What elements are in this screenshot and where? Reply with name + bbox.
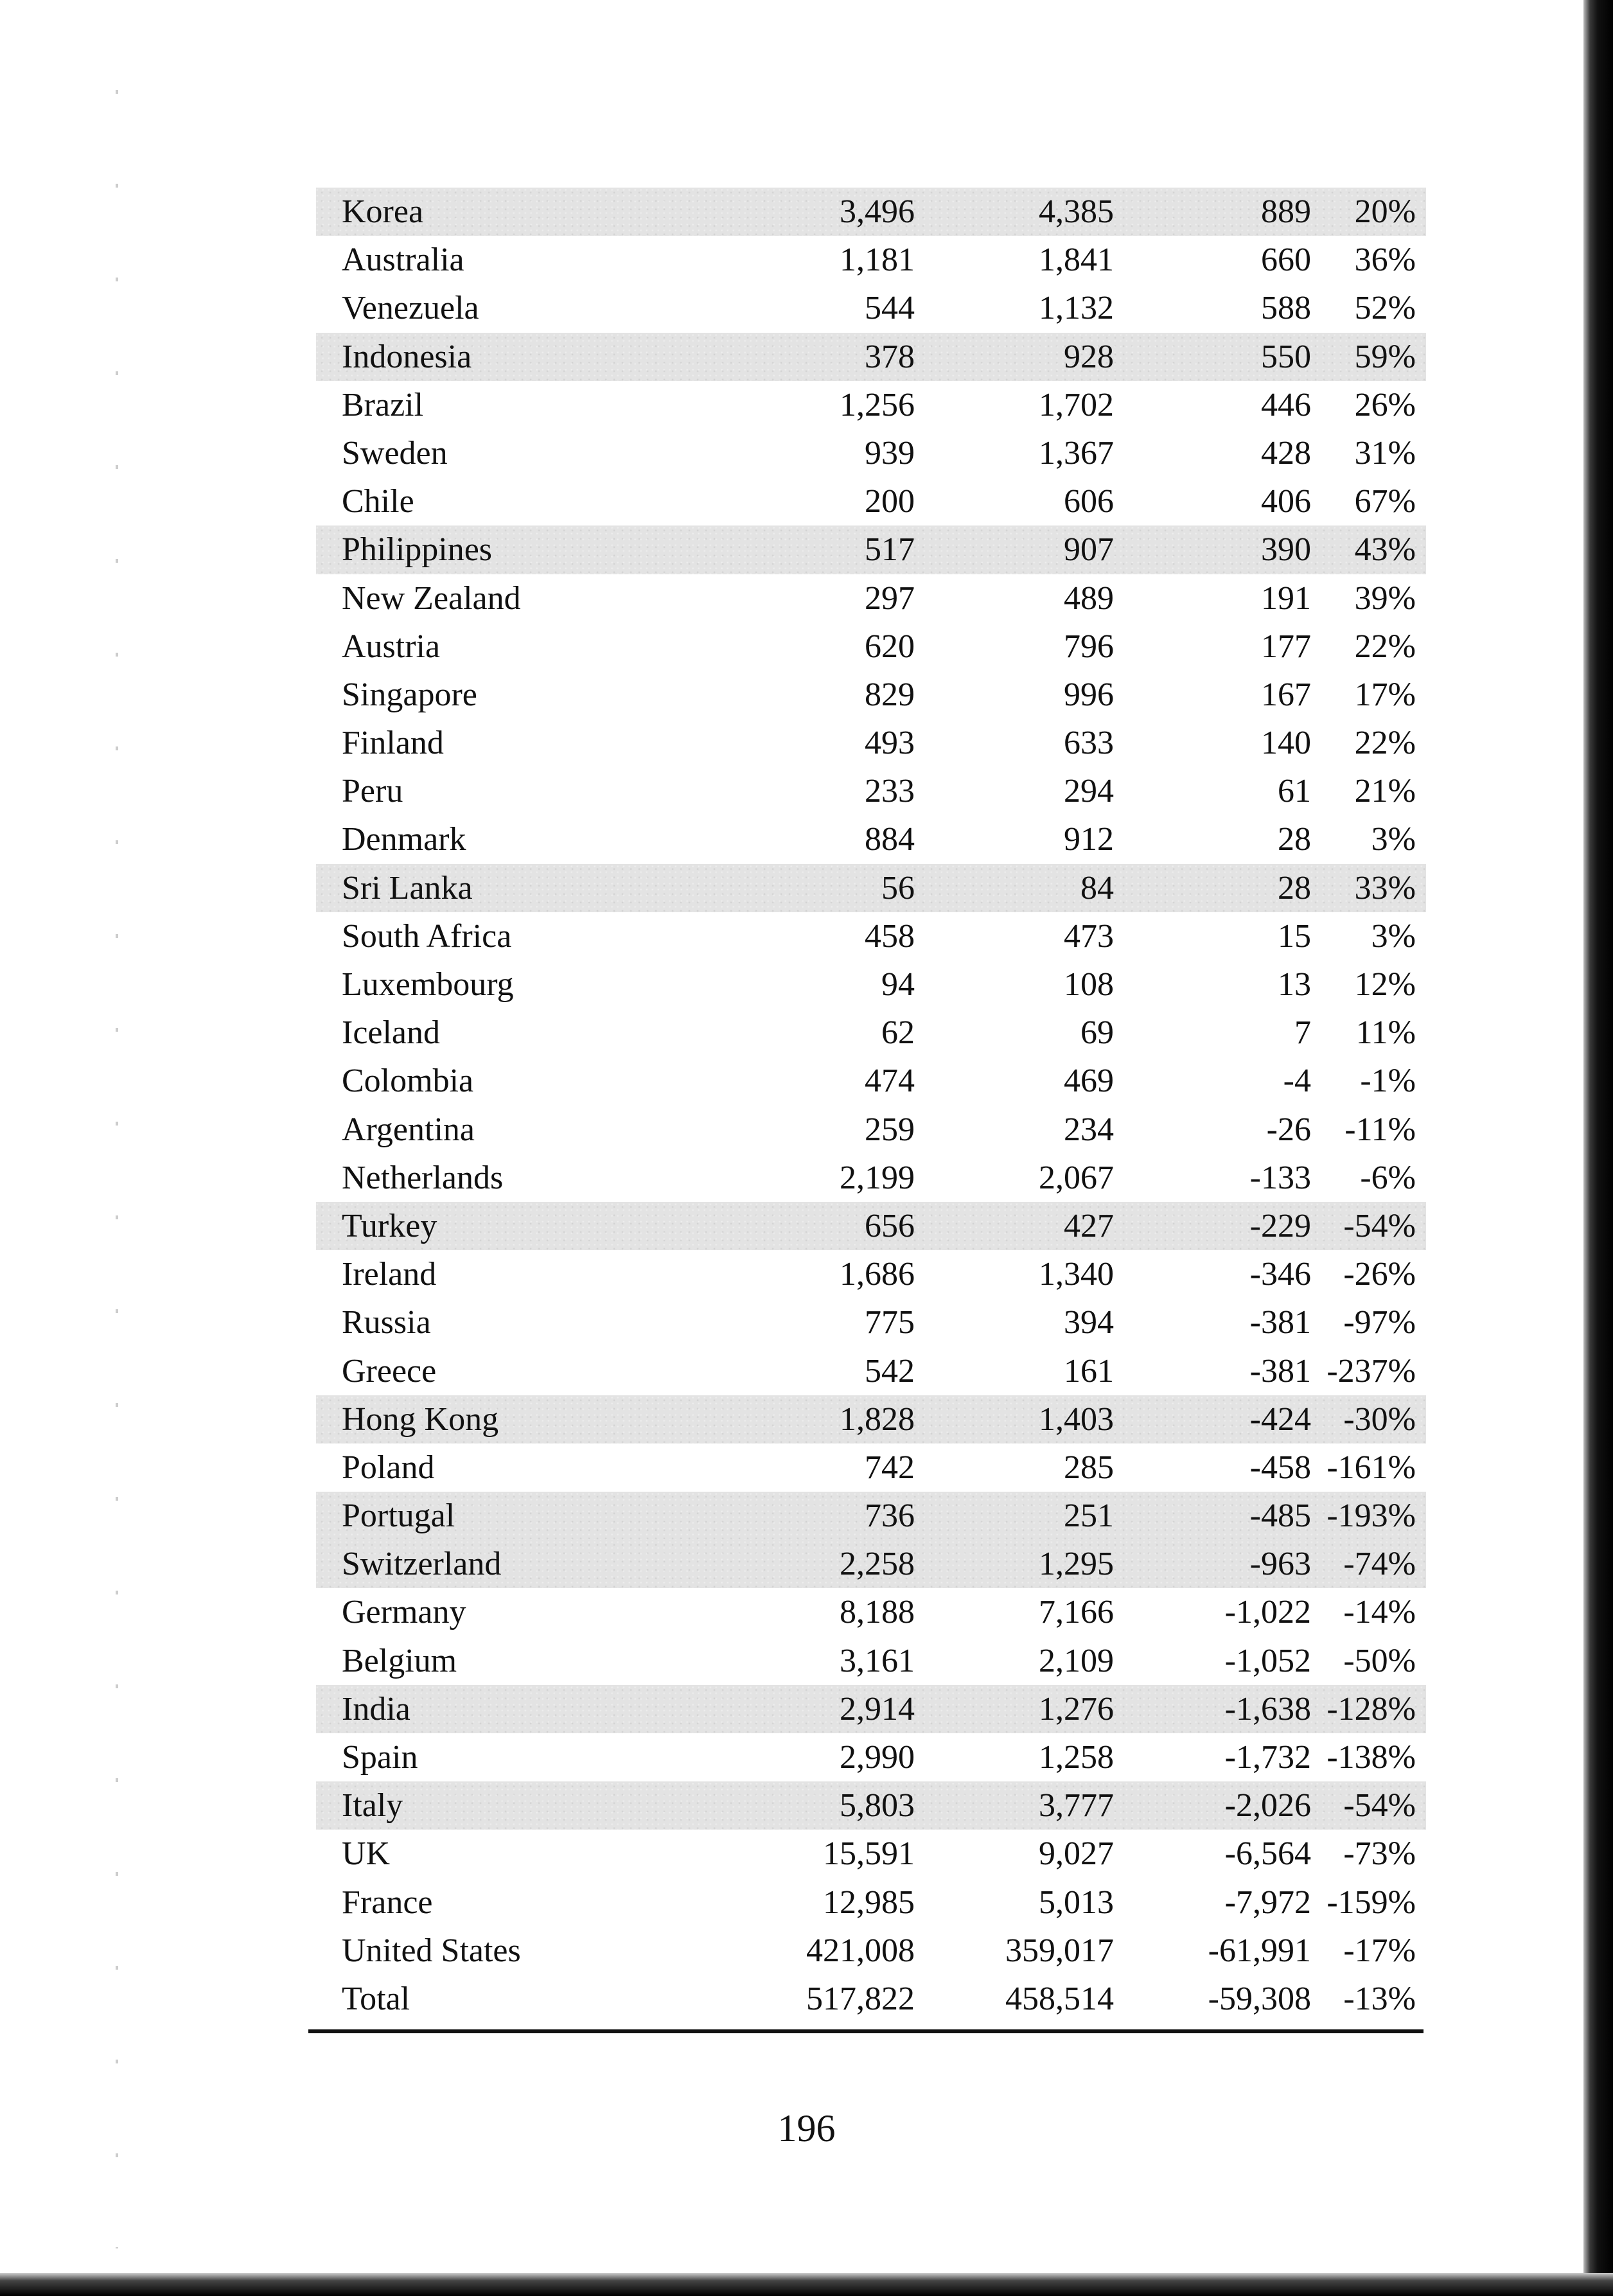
table-row xyxy=(316,960,1426,1009)
percent-cell: -6% xyxy=(1360,1159,1416,1196)
value-cell: 1,340 xyxy=(1039,1256,1114,1293)
percent-cell: 52% xyxy=(1354,290,1416,327)
country-cell: Spain xyxy=(342,1739,418,1776)
country-cell: France xyxy=(342,1884,433,1921)
value-cell: 294 xyxy=(1064,773,1114,810)
country-cell: Sri Lanka xyxy=(342,869,473,906)
value-cell: 1,258 xyxy=(1039,1739,1114,1776)
country-cell: UK xyxy=(342,1835,391,1873)
percent-cell: 17% xyxy=(1354,676,1416,713)
table-row xyxy=(316,864,1426,912)
value-cell: 84 xyxy=(1080,869,1114,906)
value-cell: 1,276 xyxy=(1039,1690,1114,1727)
table-row xyxy=(316,1733,1426,1781)
table-row xyxy=(316,1395,1426,1444)
percent-cell: -74% xyxy=(1343,1546,1416,1583)
value-cell: 421,008 xyxy=(806,1932,915,1969)
table-row xyxy=(316,1588,1426,1636)
country-cell: Iceland xyxy=(342,1014,441,1052)
scan-binding-edge-bottom xyxy=(0,2273,1613,2296)
change-cell: -458 xyxy=(1249,1449,1311,1486)
change-cell: -4 xyxy=(1283,1063,1311,1100)
change-cell: -1,022 xyxy=(1224,1594,1311,1631)
percent-cell: -128% xyxy=(1327,1690,1416,1727)
value-cell: 9,027 xyxy=(1039,1835,1114,1873)
percent-cell: -193% xyxy=(1327,1497,1416,1535)
value-cell: 285 xyxy=(1064,1449,1114,1486)
country-cell: Australia xyxy=(342,242,464,279)
country-cell: Austria xyxy=(342,628,441,665)
country-cell: Sweden xyxy=(342,434,448,472)
change-cell: 7 xyxy=(1294,1014,1311,1052)
value-cell: 2,914 xyxy=(840,1690,915,1727)
change-cell: 446 xyxy=(1261,386,1311,423)
percent-cell: -97% xyxy=(1343,1304,1416,1341)
country-cell: Venezuela xyxy=(342,290,479,327)
percent-cell: 59% xyxy=(1354,338,1416,375)
value-cell: 108 xyxy=(1064,966,1114,1003)
change-cell: 390 xyxy=(1261,531,1311,569)
value-cell: 473 xyxy=(1064,917,1114,955)
percent-cell: -161% xyxy=(1327,1449,1416,1486)
value-cell: 8,188 xyxy=(840,1594,915,1631)
value-cell: 796 xyxy=(1064,628,1114,665)
change-cell: 406 xyxy=(1261,483,1311,520)
value-cell: 2,199 xyxy=(840,1159,915,1196)
change-cell: -229 xyxy=(1249,1207,1311,1244)
percent-cell: 12% xyxy=(1354,966,1416,1003)
table-row xyxy=(316,767,1426,815)
country-cell: Finland xyxy=(342,725,444,762)
change-cell: -485 xyxy=(1249,1497,1311,1535)
value-cell: 427 xyxy=(1064,1207,1114,1244)
value-cell: 775 xyxy=(865,1304,915,1341)
value-cell: 493 xyxy=(865,725,915,762)
percent-cell: -1% xyxy=(1360,1063,1416,1100)
change-cell: 588 xyxy=(1261,290,1311,327)
country-cell: Singapore xyxy=(342,676,477,713)
percent-cell: 20% xyxy=(1354,193,1416,230)
value-cell: 517 xyxy=(865,531,915,569)
change-cell: -381 xyxy=(1249,1352,1311,1390)
country-cell: Greece xyxy=(342,1352,437,1390)
table-row xyxy=(316,1106,1426,1154)
percent-cell: -17% xyxy=(1343,1932,1416,1969)
change-cell: 15 xyxy=(1278,917,1311,955)
value-cell: 161 xyxy=(1064,1352,1114,1390)
value-cell: 606 xyxy=(1064,483,1114,520)
value-cell: 633 xyxy=(1064,725,1114,762)
percent-cell: -13% xyxy=(1343,1980,1416,2017)
percent-cell: -26% xyxy=(1343,1256,1416,1293)
country-cell: Germany xyxy=(342,1594,466,1631)
percent-cell: -30% xyxy=(1343,1400,1416,1438)
table-row xyxy=(316,1154,1426,1202)
value-cell: 1,295 xyxy=(1039,1546,1114,1583)
value-cell: 912 xyxy=(1064,821,1114,858)
table-row xyxy=(316,1444,1426,1492)
change-cell: -7,972 xyxy=(1224,1884,1311,1921)
country-cell: South Africa xyxy=(342,917,512,955)
value-cell: 489 xyxy=(1064,579,1114,617)
country-cell: Russia xyxy=(342,1304,431,1341)
table-row xyxy=(316,188,1426,236)
table-row xyxy=(316,429,1426,477)
value-cell: 69 xyxy=(1080,1014,1114,1052)
change-cell: -1,732 xyxy=(1224,1739,1311,1776)
value-cell: 2,109 xyxy=(1039,1642,1114,1679)
table-row xyxy=(316,1057,1426,1105)
change-cell: -59,308 xyxy=(1208,1980,1311,2017)
value-cell: 3,496 xyxy=(840,193,915,230)
table-row xyxy=(316,1685,1426,1733)
percent-cell: 3% xyxy=(1371,821,1416,858)
value-cell: 469 xyxy=(1064,1063,1114,1100)
table-row xyxy=(316,574,1426,623)
change-cell: -133 xyxy=(1249,1159,1311,1196)
country-cell: Chile xyxy=(342,483,414,520)
table-bottom-rule xyxy=(308,2029,1423,2033)
value-cell: 736 xyxy=(865,1497,915,1535)
table-row xyxy=(316,1781,1426,1830)
table-row xyxy=(316,1492,1426,1540)
value-cell: 1,403 xyxy=(1039,1400,1114,1438)
value-cell: 656 xyxy=(865,1207,915,1244)
country-cell: Poland xyxy=(342,1449,435,1486)
percent-cell: -54% xyxy=(1343,1207,1416,1244)
value-cell: 2,990 xyxy=(840,1739,915,1776)
value-cell: 542 xyxy=(865,1352,915,1390)
table-row xyxy=(316,719,1426,767)
change-cell: 167 xyxy=(1261,676,1311,713)
value-cell: 474 xyxy=(865,1063,915,1100)
change-cell: 428 xyxy=(1261,434,1311,472)
value-cell: 251 xyxy=(1064,1497,1114,1535)
value-cell: 1,132 xyxy=(1039,290,1114,327)
table-row xyxy=(316,333,1426,381)
table-row xyxy=(316,236,1426,284)
value-cell: 378 xyxy=(865,338,915,375)
value-cell: 742 xyxy=(865,1449,915,1486)
change-cell: 13 xyxy=(1278,966,1311,1003)
table-row xyxy=(316,477,1426,525)
value-cell: 829 xyxy=(865,676,915,713)
country-cell: Denmark xyxy=(342,821,466,858)
table-row xyxy=(316,1878,1426,1927)
data-table xyxy=(316,188,1426,2023)
percent-cell: 22% xyxy=(1354,628,1416,665)
country-cell: Hong Kong xyxy=(342,1400,499,1438)
scan-margin-specks xyxy=(116,0,118,2248)
country-cell: Turkey xyxy=(342,1207,437,1244)
country-cell: New Zealand xyxy=(342,579,521,617)
percent-cell: 39% xyxy=(1354,579,1416,617)
change-cell: 177 xyxy=(1261,628,1311,665)
percent-cell: -11% xyxy=(1344,1111,1416,1148)
change-cell: 191 xyxy=(1261,579,1311,617)
table-row xyxy=(316,671,1426,719)
table-row xyxy=(316,815,1426,863)
table-row xyxy=(316,912,1426,960)
percent-cell: 3% xyxy=(1371,917,1416,955)
value-cell: 2,067 xyxy=(1039,1159,1114,1196)
change-cell: 140 xyxy=(1261,725,1311,762)
value-cell: 62 xyxy=(881,1014,915,1052)
change-cell: -424 xyxy=(1249,1400,1311,1438)
table-row xyxy=(316,284,1426,332)
page-number: 196 xyxy=(777,2107,836,2150)
value-cell: 15,591 xyxy=(823,1835,915,1873)
country-cell: Indonesia xyxy=(342,338,472,375)
country-cell: Luxembourg xyxy=(342,966,514,1003)
country-cell: Italy xyxy=(342,1787,403,1824)
table-total-row xyxy=(316,1975,1426,2023)
percent-cell: 22% xyxy=(1354,725,1416,762)
table-row xyxy=(316,1202,1426,1250)
country-cell: Argentina xyxy=(342,1111,475,1148)
value-cell: 907 xyxy=(1064,531,1114,569)
change-cell: -1,638 xyxy=(1224,1690,1311,1727)
value-cell: 1,181 xyxy=(840,242,915,279)
value-cell: 1,702 xyxy=(1039,386,1114,423)
table-row xyxy=(316,1298,1426,1347)
value-cell: 56 xyxy=(881,869,915,906)
value-cell: 458 xyxy=(865,917,915,955)
value-cell: 2,258 xyxy=(840,1546,915,1583)
country-cell: Korea xyxy=(342,193,424,230)
value-cell: 5,803 xyxy=(840,1787,915,1824)
change-cell: -61,991 xyxy=(1208,1932,1311,1969)
table-row xyxy=(316,1927,1426,1975)
percent-cell: 21% xyxy=(1354,773,1416,810)
value-cell: 7,166 xyxy=(1039,1594,1114,1631)
percent-cell: 31% xyxy=(1354,434,1416,472)
change-cell: -346 xyxy=(1249,1256,1311,1293)
country-cell: Peru xyxy=(342,773,403,810)
percent-cell: 26% xyxy=(1354,386,1416,423)
percent-cell: 11% xyxy=(1355,1014,1416,1052)
percent-cell: 33% xyxy=(1354,869,1416,906)
value-cell: 297 xyxy=(865,579,915,617)
country-cell: Total xyxy=(342,1980,410,2017)
table-row xyxy=(316,381,1426,429)
scan-binding-edge-right xyxy=(1583,0,1613,2296)
change-cell: -1,052 xyxy=(1224,1642,1311,1679)
percent-cell: -159% xyxy=(1327,1884,1416,1921)
change-cell: 660 xyxy=(1261,242,1311,279)
value-cell: 996 xyxy=(1064,676,1114,713)
change-cell: -381 xyxy=(1249,1304,1311,1341)
change-cell: 28 xyxy=(1278,821,1311,858)
value-cell: 12,985 xyxy=(823,1884,915,1921)
country-cell: United States xyxy=(342,1932,521,1969)
change-cell: -26 xyxy=(1266,1111,1311,1148)
value-cell: 939 xyxy=(865,434,915,472)
table-row xyxy=(316,1347,1426,1395)
value-cell: 234 xyxy=(1064,1111,1114,1148)
value-cell: 4,385 xyxy=(1039,193,1114,230)
percent-cell: -50% xyxy=(1343,1642,1416,1679)
percent-cell: -14% xyxy=(1343,1594,1416,1631)
value-cell: 200 xyxy=(865,483,915,520)
value-cell: 884 xyxy=(865,821,915,858)
value-cell: 3,161 xyxy=(840,1642,915,1679)
value-cell: 1,841 xyxy=(1039,242,1114,279)
change-cell: -6,564 xyxy=(1224,1835,1311,1873)
country-cell: Belgium xyxy=(342,1642,457,1679)
country-cell: Brazil xyxy=(342,386,424,423)
value-cell: 3,777 xyxy=(1039,1787,1114,1824)
value-cell: 928 xyxy=(1064,338,1114,375)
value-cell: 517,822 xyxy=(806,1980,915,2017)
country-cell: Portugal xyxy=(342,1497,455,1535)
value-cell: 94 xyxy=(881,966,915,1003)
change-cell: 889 xyxy=(1261,193,1311,230)
table-row xyxy=(316,1009,1426,1057)
country-cell: Ireland xyxy=(342,1256,437,1293)
percent-cell: 36% xyxy=(1354,242,1416,279)
value-cell: 620 xyxy=(865,628,915,665)
percent-cell: 43% xyxy=(1354,531,1416,569)
table-row xyxy=(316,525,1426,574)
value-cell: 233 xyxy=(865,773,915,810)
change-cell: 61 xyxy=(1278,773,1311,810)
table-row xyxy=(316,1637,1426,1685)
percent-cell: -73% xyxy=(1343,1835,1416,1873)
percent-cell: -237% xyxy=(1327,1352,1416,1390)
change-cell: -963 xyxy=(1249,1546,1311,1583)
country-cell: Switzerland xyxy=(342,1546,502,1583)
value-cell: 394 xyxy=(1064,1304,1114,1341)
value-cell: 1,686 xyxy=(840,1256,915,1293)
value-cell: 259 xyxy=(865,1111,915,1148)
table-row xyxy=(316,1540,1426,1588)
table-row xyxy=(316,1250,1426,1298)
table-row xyxy=(316,1830,1426,1878)
value-cell: 1,367 xyxy=(1039,434,1114,472)
percent-cell: -54% xyxy=(1343,1787,1416,1824)
country-cell: India xyxy=(342,1690,410,1727)
country-cell: Netherlands xyxy=(342,1159,504,1196)
value-cell: 5,013 xyxy=(1039,1884,1114,1921)
value-cell: 359,017 xyxy=(1005,1932,1114,1969)
change-cell: -2,026 xyxy=(1224,1787,1311,1824)
percent-cell: 67% xyxy=(1354,483,1416,520)
value-cell: 1,256 xyxy=(840,386,915,423)
value-cell: 544 xyxy=(865,290,915,327)
change-cell: 28 xyxy=(1278,869,1311,906)
percent-cell: -138% xyxy=(1327,1739,1416,1776)
value-cell: 458,514 xyxy=(1005,1980,1114,2017)
value-cell: 1,828 xyxy=(840,1400,915,1438)
table-row xyxy=(316,623,1426,671)
change-cell: 550 xyxy=(1261,338,1311,375)
country-cell: Philippines xyxy=(342,531,493,569)
country-cell: Colombia xyxy=(342,1063,474,1100)
